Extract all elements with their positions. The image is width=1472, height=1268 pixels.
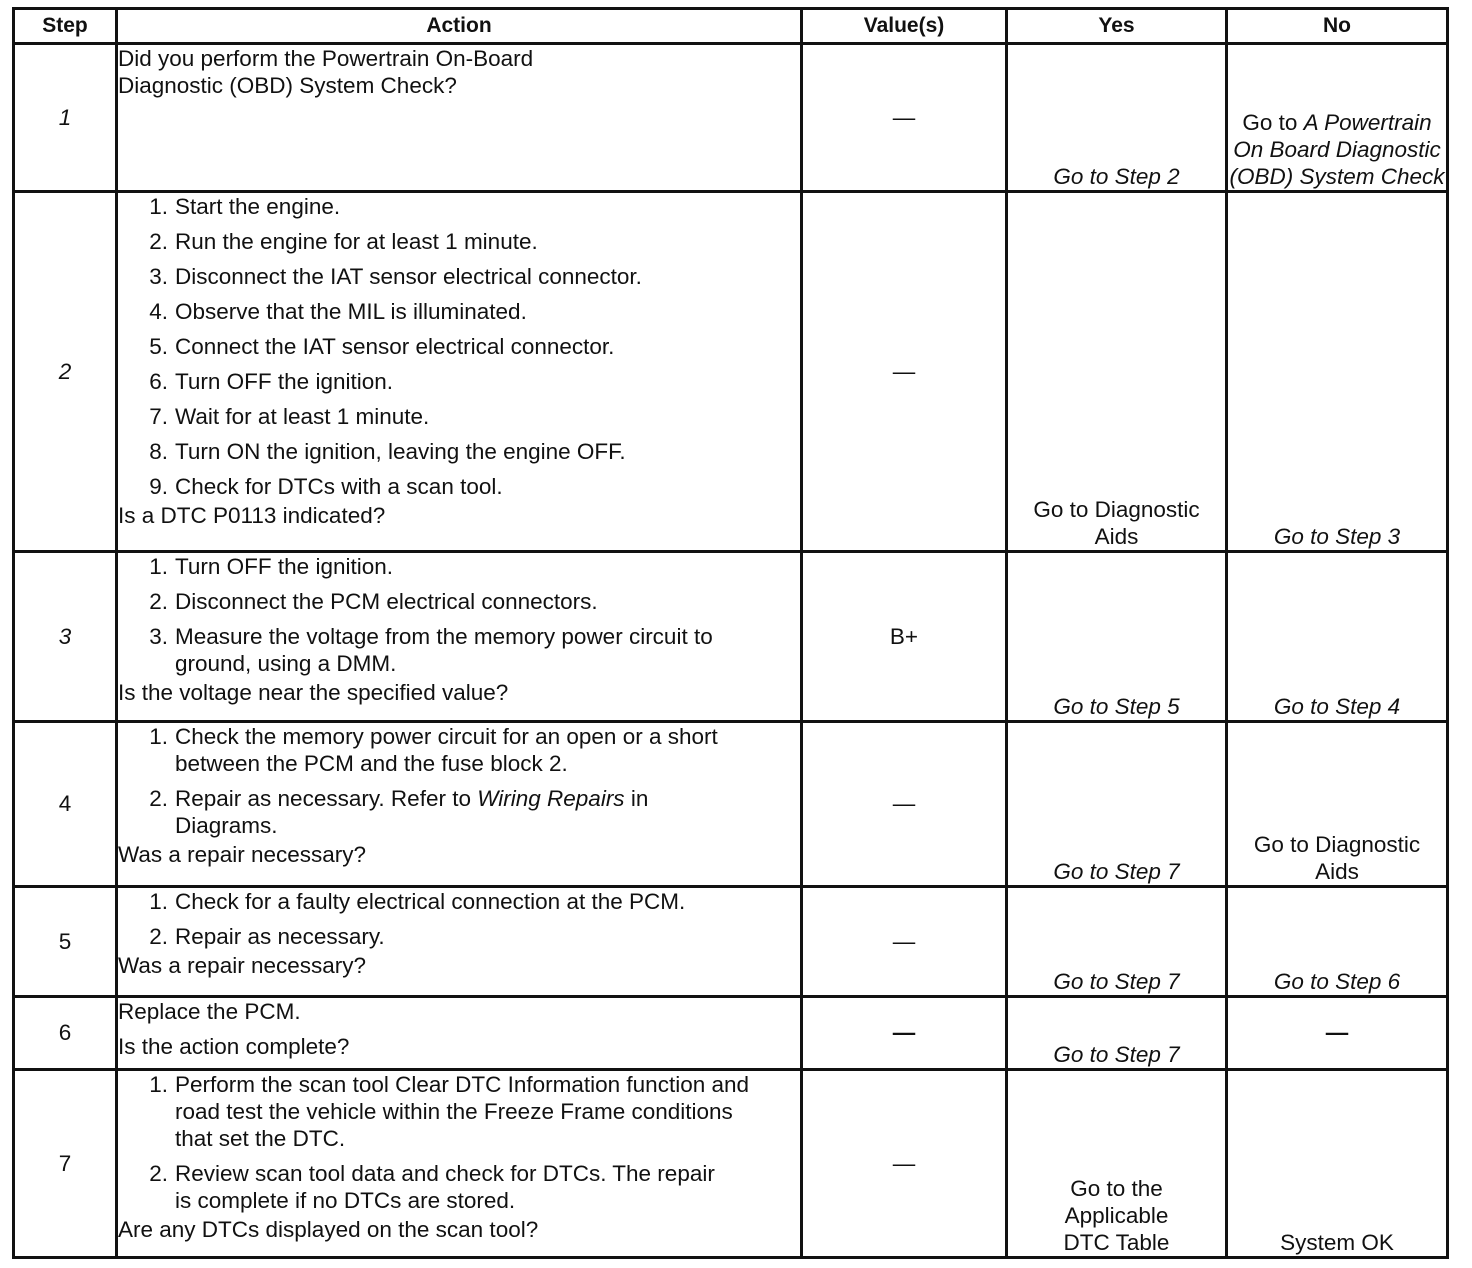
- diagnostic-aids-link[interactable]: Go to Diagnostic Aids: [1033, 497, 1200, 549]
- yes-cell[interactable]: Go to Step 7: [1007, 887, 1227, 997]
- step-number: 1: [14, 44, 117, 192]
- header-no: No: [1227, 9, 1448, 44]
- list-item: 4. Observe that the MIL is illuminated.: [149, 299, 527, 324]
- yes-cell[interactable]: Go to Step 7: [1007, 997, 1227, 1070]
- list-item: 8. Turn ON the ignition, leaving the engine OFF.: [149, 439, 626, 464]
- step-instruction: Replace the PCM.: [118, 999, 301, 1024]
- list-item: 2. Repair as necessary.: [149, 924, 385, 949]
- procedure-list: [118, 1071, 800, 1214]
- list-item: 3. Disconnect the IAT sensor electrical connector.: [149, 264, 642, 289]
- value-cell: —: [802, 997, 1007, 1070]
- procedure-list: [118, 193, 800, 500]
- list-item: 1. Check the memory power circuit for an open or a short between the PCM and the fuse block 2.: [149, 724, 718, 776]
- step-number: 5: [14, 887, 117, 997]
- list-item: 2. Run the engine for at least 1 minute.: [149, 229, 538, 254]
- no-cell[interactable]: Go to Step 6: [1227, 887, 1448, 997]
- action-cell: [117, 887, 802, 997]
- table-row-step-6: [14, 997, 1448, 1070]
- wiring-repairs-link[interactable]: Wiring Repairs: [477, 786, 625, 811]
- list-item: 9. Check for DTCs with a scan tool.: [149, 474, 503, 499]
- list-item: 7. Wait for at least 1 minute.: [149, 404, 430, 429]
- value-cell: —: [802, 887, 1007, 997]
- diagnostic-table: [12, 7, 1449, 1259]
- no-cell[interactable]: [1227, 722, 1448, 887]
- action-cell: [117, 722, 802, 887]
- list-item: 5. Connect the IAT sensor electrical connector.: [149, 334, 615, 359]
- step-question: Is a DTC P0113 indicated?: [118, 503, 386, 528]
- list-item: 6. Turn OFF the ignition.: [149, 369, 394, 394]
- value-cell: —: [802, 722, 1007, 887]
- yes-cell[interactable]: Go to Step 5: [1007, 552, 1227, 722]
- yes-cell[interactable]: Go to Step 2: [1007, 44, 1227, 192]
- table-row-step-7: [14, 1070, 1448, 1258]
- list-item: 3. Measure the voltage from the memory power circuit to ground, using a DMM.: [149, 624, 713, 676]
- step-question: Is the voltage near the specified value?: [118, 680, 509, 705]
- procedure-list: [118, 723, 800, 839]
- no-prefix: Go to: [1242, 110, 1304, 135]
- value-cell: —: [802, 44, 1007, 192]
- table-row-step-4: [14, 722, 1448, 887]
- table-row-step-5: [14, 887, 1448, 997]
- action-cell: [117, 552, 802, 722]
- yes-cell[interactable]: [1007, 1070, 1227, 1258]
- diagnostic-aids-link[interactable]: Go to Diagnostic Aids: [1253, 832, 1421, 884]
- action-cell: [117, 192, 802, 552]
- header-values: Value(s): [802, 9, 1007, 44]
- list-item: 1. Turn OFF the ignition.: [149, 554, 394, 579]
- table-row-step-3: [14, 552, 1448, 722]
- step-number: 7: [14, 1070, 117, 1258]
- step-number: 2: [14, 192, 117, 552]
- table-row-step-2: [14, 192, 1448, 552]
- no-cell[interactable]: [1227, 44, 1448, 192]
- procedure-list: [118, 553, 800, 677]
- header-step: Step: [14, 9, 117, 44]
- header-action: Action: [117, 9, 802, 44]
- applicable-dtc-table-link[interactable]: Go to the Applicable DTC Table: [1063, 1176, 1170, 1255]
- value-cell: B+: [802, 552, 1007, 722]
- yes-cell[interactable]: Go to Step 7: [1007, 722, 1227, 887]
- header-yes: Yes: [1007, 9, 1227, 44]
- step-question: Was a repair necessary?: [118, 842, 367, 867]
- table-row-step-1: [14, 44, 1448, 192]
- step-question: Are any DTCs displayed on the scan tool?: [118, 1217, 539, 1242]
- action-cell: [117, 1070, 802, 1258]
- no-cell: —: [1227, 997, 1448, 1070]
- no-cell: System OK: [1227, 1070, 1448, 1258]
- step-question: Was a repair necessary?: [118, 953, 367, 978]
- action-cell: [117, 44, 802, 192]
- obd-check-link[interactable]: A Powertrain On Board Diagnostic (OBD) System Check: [1229, 110, 1445, 189]
- step-number: 6: [14, 997, 117, 1070]
- step-question: Did you perform the Powertrain On-Board Diagnostic (OBD) System Check?: [118, 46, 534, 98]
- list-item: 2. Review scan tool data and check for DTCs. The repair is complete if no DTCs are stored.: [149, 1161, 715, 1213]
- list-item: 1. Start the engine.: [149, 194, 341, 219]
- yes-cell[interactable]: [1007, 192, 1227, 552]
- no-cell[interactable]: Go to Step 3: [1227, 192, 1448, 552]
- no-cell[interactable]: Go to Step 4: [1227, 552, 1448, 722]
- table-header-row: [14, 9, 1448, 44]
- list-item: 2. Repair as necessary. Refer to Wiring Repairs in Diagrams.: [149, 786, 649, 838]
- step-question: Is the action complete?: [118, 1034, 350, 1059]
- list-item: 1. Check for a faulty electrical connection at the PCM.: [149, 889, 686, 914]
- value-cell: —: [802, 1070, 1007, 1258]
- list-item: 2. Disconnect the PCM electrical connectors.: [149, 589, 598, 614]
- list-item: 1. Perform the scan tool Clear DTC Information function and road test the vehicle within the Freeze Frame conditions that set the DTC.: [149, 1072, 750, 1151]
- step-number: 3: [14, 552, 117, 722]
- action-cell: [117, 997, 802, 1070]
- step-number: 4: [14, 722, 117, 887]
- procedure-list: [118, 888, 800, 950]
- value-cell: —: [802, 192, 1007, 552]
